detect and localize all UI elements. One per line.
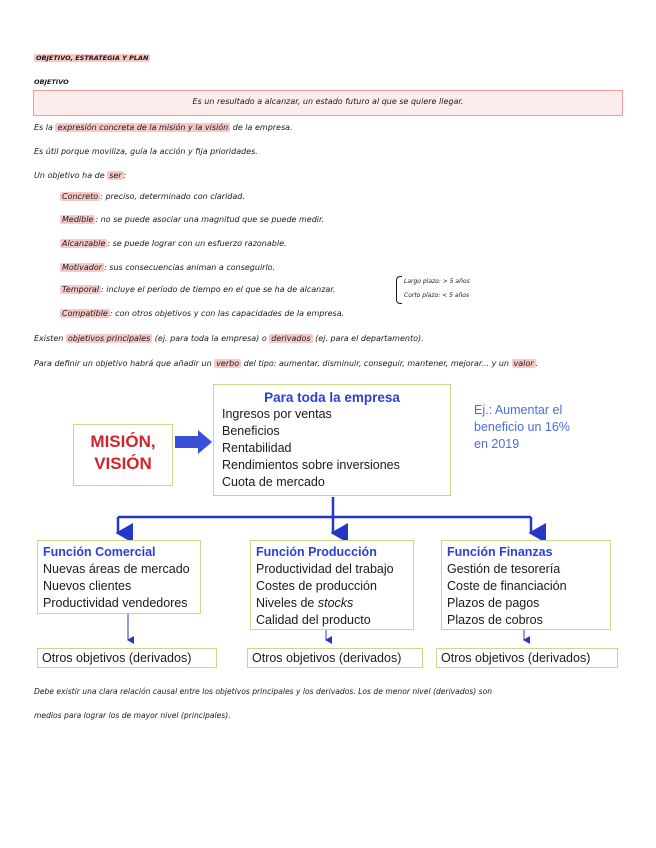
function-item: Niveles de stocks [256, 596, 354, 610]
derived-objectives-box: Otros objetivos (derivados) [37, 648, 217, 668]
definition-text: Es un resultado a alcanzar, un estado futuro al que se quiere llegar. [192, 97, 464, 106]
company-item: Cuota de mercado [222, 475, 325, 489]
temporal-long-term: Largo plazo: > 5 años [404, 278, 470, 285]
function-item: Coste de financiación [447, 579, 567, 593]
example-text: Ej.: Aumentar el beneficio un 16% en 2019 [474, 403, 570, 451]
function-item: Nuevas áreas de mercado [43, 562, 190, 576]
function-finance-box [441, 540, 611, 630]
criterion-achievable: Alcanzable : se puede lograr con un esfuerzo razonable. [62, 239, 287, 248]
company-objectives-box [213, 384, 451, 496]
function-title: Función Producción [256, 545, 377, 559]
company-item: Beneficios [222, 424, 280, 438]
criterion-motivating: Motivador : sus consecuencias animan a conseguirlo. [62, 263, 276, 272]
function-item: Nuevos clientes [43, 579, 132, 593]
company-box-title: Para toda la empresa [264, 390, 400, 405]
function-item: Plazos de cobros [447, 613, 543, 627]
note-line-types: Existen objetivos principales (ej. para toda la empresa) o derivados (ej. para el departamento). [34, 334, 424, 343]
function-item: Calidad del producto [256, 613, 371, 627]
company-item: Rentabilidad [222, 441, 292, 455]
function-production-box [250, 540, 414, 630]
function-item: Plazos de pagos [447, 596, 540, 610]
note-line-define: Para definir un objetivo habrá que añadir un verbo del tipo: aumentar, disminuir, conseguir, mantener, mejorar... y un valor . [34, 359, 539, 368]
function-item: Costes de producción [256, 579, 377, 593]
mission-vision-box: MISIÓN, VISIÓN [73, 424, 173, 486]
page-title: OBJETIVO, ESTRATEGIA Y PLAN [36, 54, 149, 62]
function-item: Productividad vendedores [43, 596, 188, 610]
note-line-usefulness: Es útil porque moviliza, guía la acción y fija prioridades. [34, 147, 258, 156]
function-item: Productividad del trabajo [256, 562, 394, 576]
temporal-short-term: Corto plazo: < 5 años [404, 292, 470, 299]
criterion-measurable: Medible : no se puede asociar una magnitud que se puede medir. [62, 215, 325, 224]
function-commercial-box [37, 540, 201, 614]
function-item: Gestión de tesorería [447, 562, 561, 576]
derived-objectives-box: Otros objetivos (derivados) [436, 648, 618, 668]
function-title: Función Comercial [43, 545, 156, 559]
footer-note-line-2: medios para lograr los de mayor nivel (principales). [34, 711, 231, 720]
derived-objectives-box: Otros objetivos (derivados) [247, 648, 423, 668]
section-subtitle: OBJETIVO [34, 78, 69, 86]
note-line-requirements: Un objetivo ha de ser : [34, 171, 127, 180]
criterion-temporal: Temporal : incluye el período de tiempo en el que se ha de alcanzar. [62, 285, 336, 294]
company-item: Rendimientos sobre inversiones [222, 458, 400, 472]
criterion-compatible: Compatible : con otros objetivos y con las capacidades de la empresa. [62, 309, 345, 318]
mission-arrow [175, 430, 212, 454]
footer-note-line-1: Debe existir una clara relación causal entre los objetivos principales y los derivados. Los de menor nivel (derivados) son [34, 687, 493, 696]
function-title: Función Finanzas [447, 545, 553, 559]
note-line-expression: Es la expresión concreta de la misión y la visión de la empresa. [34, 123, 293, 132]
criterion-concrete: Concreto : preciso, determinado con claridad. [62, 192, 245, 201]
company-item: Ingresos por ventas [222, 407, 332, 421]
